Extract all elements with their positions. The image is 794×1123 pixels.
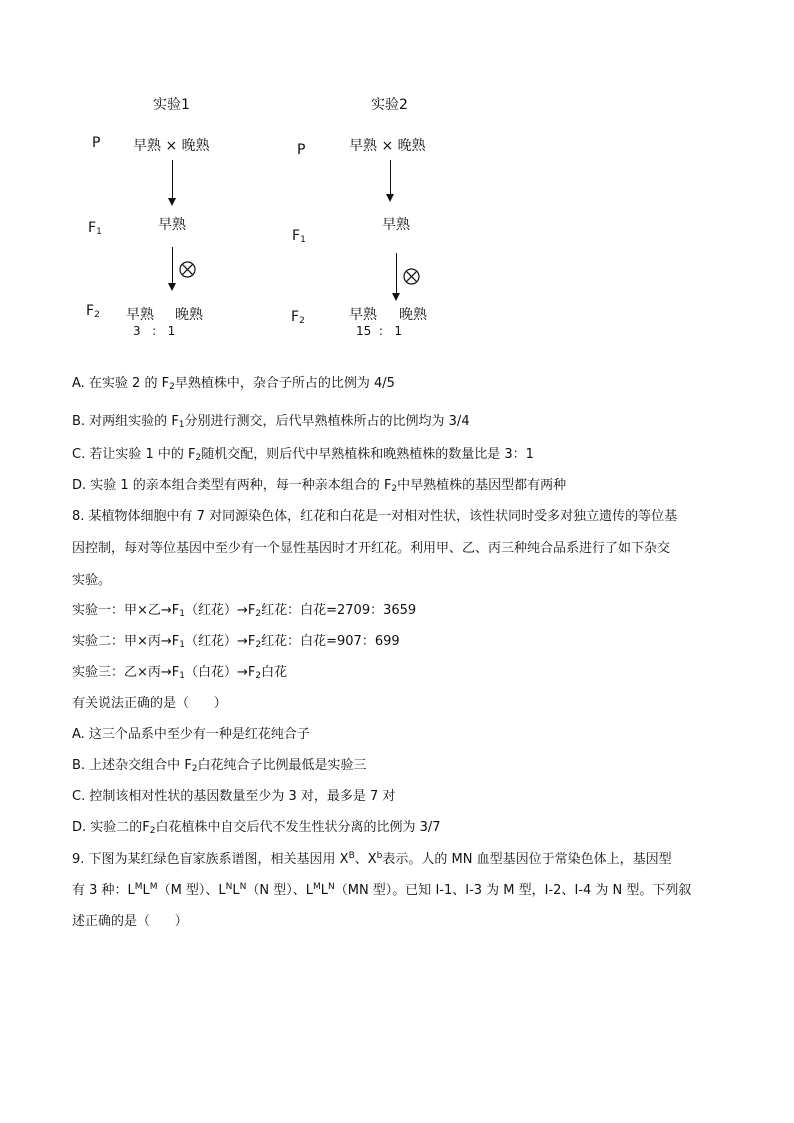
- q8-option-d: D. 实验二的$F_2$白花植株中自交后代不发生性状分离的比例为 3/7: [72, 820, 441, 836]
- q9-stem-line1: 9. 下图为某红绿色盲家族系谱图，相关基因用 $X^B$、$X^b$表示。人的 MN 血型基因位于常染色体上，基因型: [72, 851, 672, 867]
- exp1-arrow-p-f1: [172, 160, 173, 200]
- exp1-f2-ratio: 3 : 1: [133, 324, 176, 338]
- q9-stem-line2: 有 3 种：$L^ML^M(M$ 型）、$L^NL^N(N$ 型）、$L^ML^N(MN$ 型）。已知 I-1、I-3 为 M 型，I-2、I-4 为 N 型。下列叙: [72, 882, 692, 898]
- q8-experiment-1: 实验一：甲×乙$\to F_1$（红花）$\to F_2$红花：白花=2709：3659: [72, 603, 417, 619]
- q7-option-a: A. 在实验 2 的 $F_2$早熟植株中，杂合子所占的比例为 4/5: [72, 376, 395, 392]
- exp2-f2-early: 早熟: [349, 307, 377, 323]
- exp1-f2-label: $F_2$: [86, 303, 100, 320]
- exp2-p-label: P: [297, 142, 306, 158]
- q8-question: 有关说法正确的是（ ）: [72, 696, 227, 711]
- exp2-f2-ratio: 15 : 1: [356, 324, 403, 338]
- q7-option-d: D. 实验 1 的亲本组合类型有两种，每一种亲本组合的 $F_2$中早熟植株的基因型都有两种: [72, 478, 567, 494]
- exp2-arrow-f1-f2: [396, 253, 397, 295]
- exp2-p-cross: 早熟 × 晚熟: [349, 138, 426, 154]
- exp2-title: 实验2: [371, 97, 408, 113]
- selfing-icon: [403, 268, 420, 285]
- exp2-arrow-p-f1: [390, 160, 391, 196]
- q8-option-c: C. 控制该相对性状的基因数量至少为 3 对，最多是 7 对: [72, 789, 396, 804]
- exp1-f1-label: $F_1$: [88, 220, 102, 237]
- q8-experiment-2: 实验二：甲×丙$\to F_1$（红花）$\to F_2$红花：白花=907：699: [72, 634, 400, 650]
- q8-stem-line1: 8. 某植物体细胞中有 7 对同源染色体，红花和白花是一对相对性状，该性状同时受多对独立遗传的等位基: [72, 509, 678, 524]
- q9-stem-line3: 述正确的是（ ）: [72, 914, 188, 929]
- q8-stem-line2: 因控制，每对等位基因中至少有一个显性基因时才开红花。利用甲、乙、丙三种纯合品系进行了如下杂交: [72, 541, 671, 556]
- exp1-arrow-f1-f2: [172, 247, 173, 285]
- exp1-f2-late: 晚熟: [175, 307, 203, 323]
- selfing-icon: [179, 261, 196, 278]
- exp2-f1-label: $F_1$: [292, 228, 306, 245]
- q8-option-b: B. 上述杂交组合中 $F_2$白花纯合子比例最低是实验三: [72, 758, 367, 774]
- exp1-title: 实验1: [153, 97, 190, 113]
- q7-option-c: C. 若让实验 1 中的 $F_2$随机交配，则后代中早熟植株和晚熟植株的数量比是 3：1: [72, 447, 534, 463]
- exp1-p-cross: 早熟 × 晚熟: [133, 138, 210, 154]
- exp1-f2-early: 早熟: [126, 307, 154, 323]
- q8-stem-line3: 实验。: [72, 573, 112, 588]
- exp1-p-label: P: [92, 135, 101, 151]
- exp1-f1-phenotype: 早熟: [158, 217, 186, 233]
- exp2-f2-label: $F_2$: [291, 309, 305, 326]
- q8-experiment-3: 实验三：乙×丙$\to F_1$（白花）$\to F_2$白花: [72, 665, 288, 681]
- exp2-f1-phenotype: 早熟: [382, 217, 410, 233]
- q8-option-a: A. 这三个品系中至少有一种是红花纯合子: [72, 727, 310, 742]
- exp2-f2-late: 晚熟: [399, 307, 427, 323]
- q7-option-b: B. 对两组实验的 $F_1$分别进行测交，后代早熟植株所占的比例均为 3/4: [72, 414, 470, 430]
